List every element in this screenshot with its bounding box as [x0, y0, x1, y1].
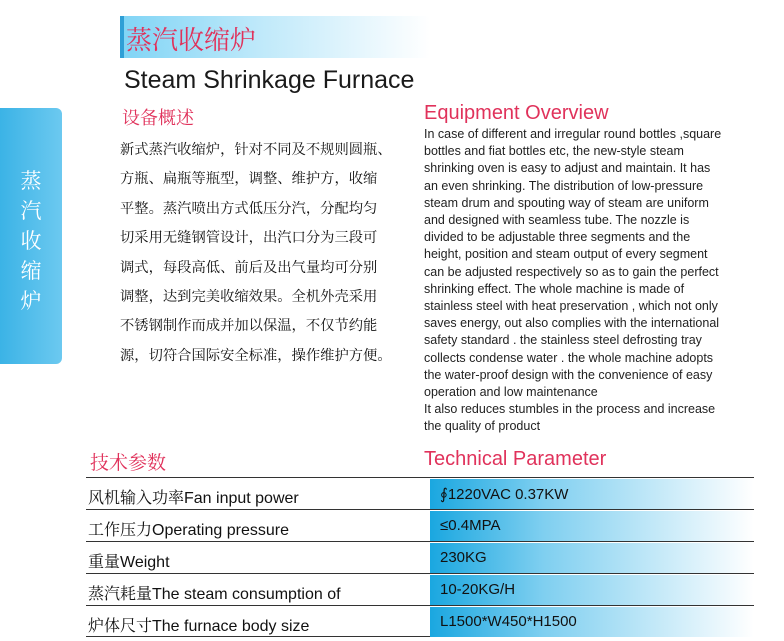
param-value: ∮1220VAC 0.37KW [440, 486, 569, 503]
overview-en-line: the water-proof design with the convenience of easy [424, 367, 713, 382]
param-value: L1500*W450*H1500 [440, 613, 577, 630]
overview-cn-line: 切采用无缝钢管设计，出汽口分为三段可 [120, 230, 378, 247]
param-label: 炉体尺寸The furnace body size [88, 618, 310, 635]
side-tab-char: 收 [20, 229, 42, 253]
overview-en-line: an even shrinking. The distribution of low-pressure [424, 178, 704, 193]
table-row [86, 573, 754, 605]
side-tab [0, 108, 62, 364]
title-accent-bar [120, 16, 124, 58]
side-tab-char: 炉 [20, 289, 42, 313]
overview-en-line: can be adjusted respectively so as to gain the perfect [424, 264, 719, 279]
overview-en-line: the quality of product [424, 419, 541, 434]
overview-en-line: steam drum and spouting way of steam are uniform [424, 195, 709, 210]
param-value: 10-20KG/H [440, 581, 516, 598]
overview-body-en [424, 126, 776, 436]
overview-en-line: height, position and steam output of every segment [424, 247, 708, 262]
overview-en-line: collects condense water . the whole machine adopts [424, 350, 714, 365]
overview-cn-line: 不锈钢制作而成并加以保温，不仅节约能 [120, 318, 378, 335]
overview-en-line: It also reduces stumbles in the process and increase [424, 402, 716, 417]
param-value: ≤0.4MPA [440, 517, 501, 534]
table-row [86, 605, 754, 637]
overview-en-line: operation and low maintenance [424, 385, 598, 400]
overview-en-line: safety standard . the stainless steel defrosting tray [424, 333, 702, 348]
overview-cn-line: 方瓶、扁瓶等瓶型，调整、维护方，收缩 [120, 171, 378, 188]
overview-cn-line: 调式，每段高低、前后及出气量均可分别 [120, 259, 378, 276]
param-value: 230KG [440, 549, 487, 566]
overview-cn-line: 平整。蒸汽喷出方式低压分汽，分配均匀 [120, 200, 378, 217]
overview-cn-line: 源，切符合国际安全标准，操作维护方便。 [120, 347, 392, 364]
page-title-en: Steam Shrinkage Furnace [124, 66, 415, 94]
param-label: 风机输入功率Fan input power [88, 490, 299, 507]
table-row [86, 541, 754, 573]
overview-en-line: bottles and fiat bottles etc, the new-style steam [424, 144, 684, 159]
overview-en-line: shrinking oven is easy to adjust and maintain. It has [424, 161, 711, 176]
overview-heading-cn: 设备概述 [122, 108, 194, 129]
param-label: 重量Weight [88, 554, 170, 571]
side-tab-text [0, 166, 62, 316]
parameter-table [86, 477, 754, 637]
tech-heading-cn: 技术参数 [90, 452, 167, 474]
tech-heading-en: Technical Parameter [424, 448, 607, 470]
side-tab-char: 汽 [20, 199, 42, 223]
side-tab-char: 蒸 [20, 169, 42, 193]
overview-en-line: shrinking effect. The whole machine is made of [424, 281, 685, 296]
param-label: 蒸汽耗量The steam consumption of [88, 586, 341, 603]
overview-en-line: saves energy, out also complies with the international [424, 316, 720, 331]
table-row [86, 509, 754, 541]
param-label: 工作压力Operating pressure [88, 522, 289, 539]
overview-cn-line: 调整，达到完美收缩效果。全机外壳采用 [120, 289, 378, 306]
overview-en-line: divided to be adjustable three segments and the [424, 230, 691, 245]
overview-heading-en: Equipment Overview [424, 102, 609, 124]
overview-body-cn [120, 136, 412, 371]
overview-en-line: In case of different and irregular round bottles ,square [424, 127, 722, 141]
overview-en-line: stainless steel with heat preservation , which not only [424, 299, 718, 314]
overview-cn-line: 新式蒸汽收缩炉，针对不同及不规则圆瓶、 [120, 142, 392, 158]
overview-en-line: and designed with seamless tube. The nozzle is [424, 213, 690, 228]
table-row [86, 477, 754, 509]
side-tab-char: 缩 [20, 259, 42, 283]
page-title-cn: 蒸汽收缩炉 [126, 26, 257, 56]
